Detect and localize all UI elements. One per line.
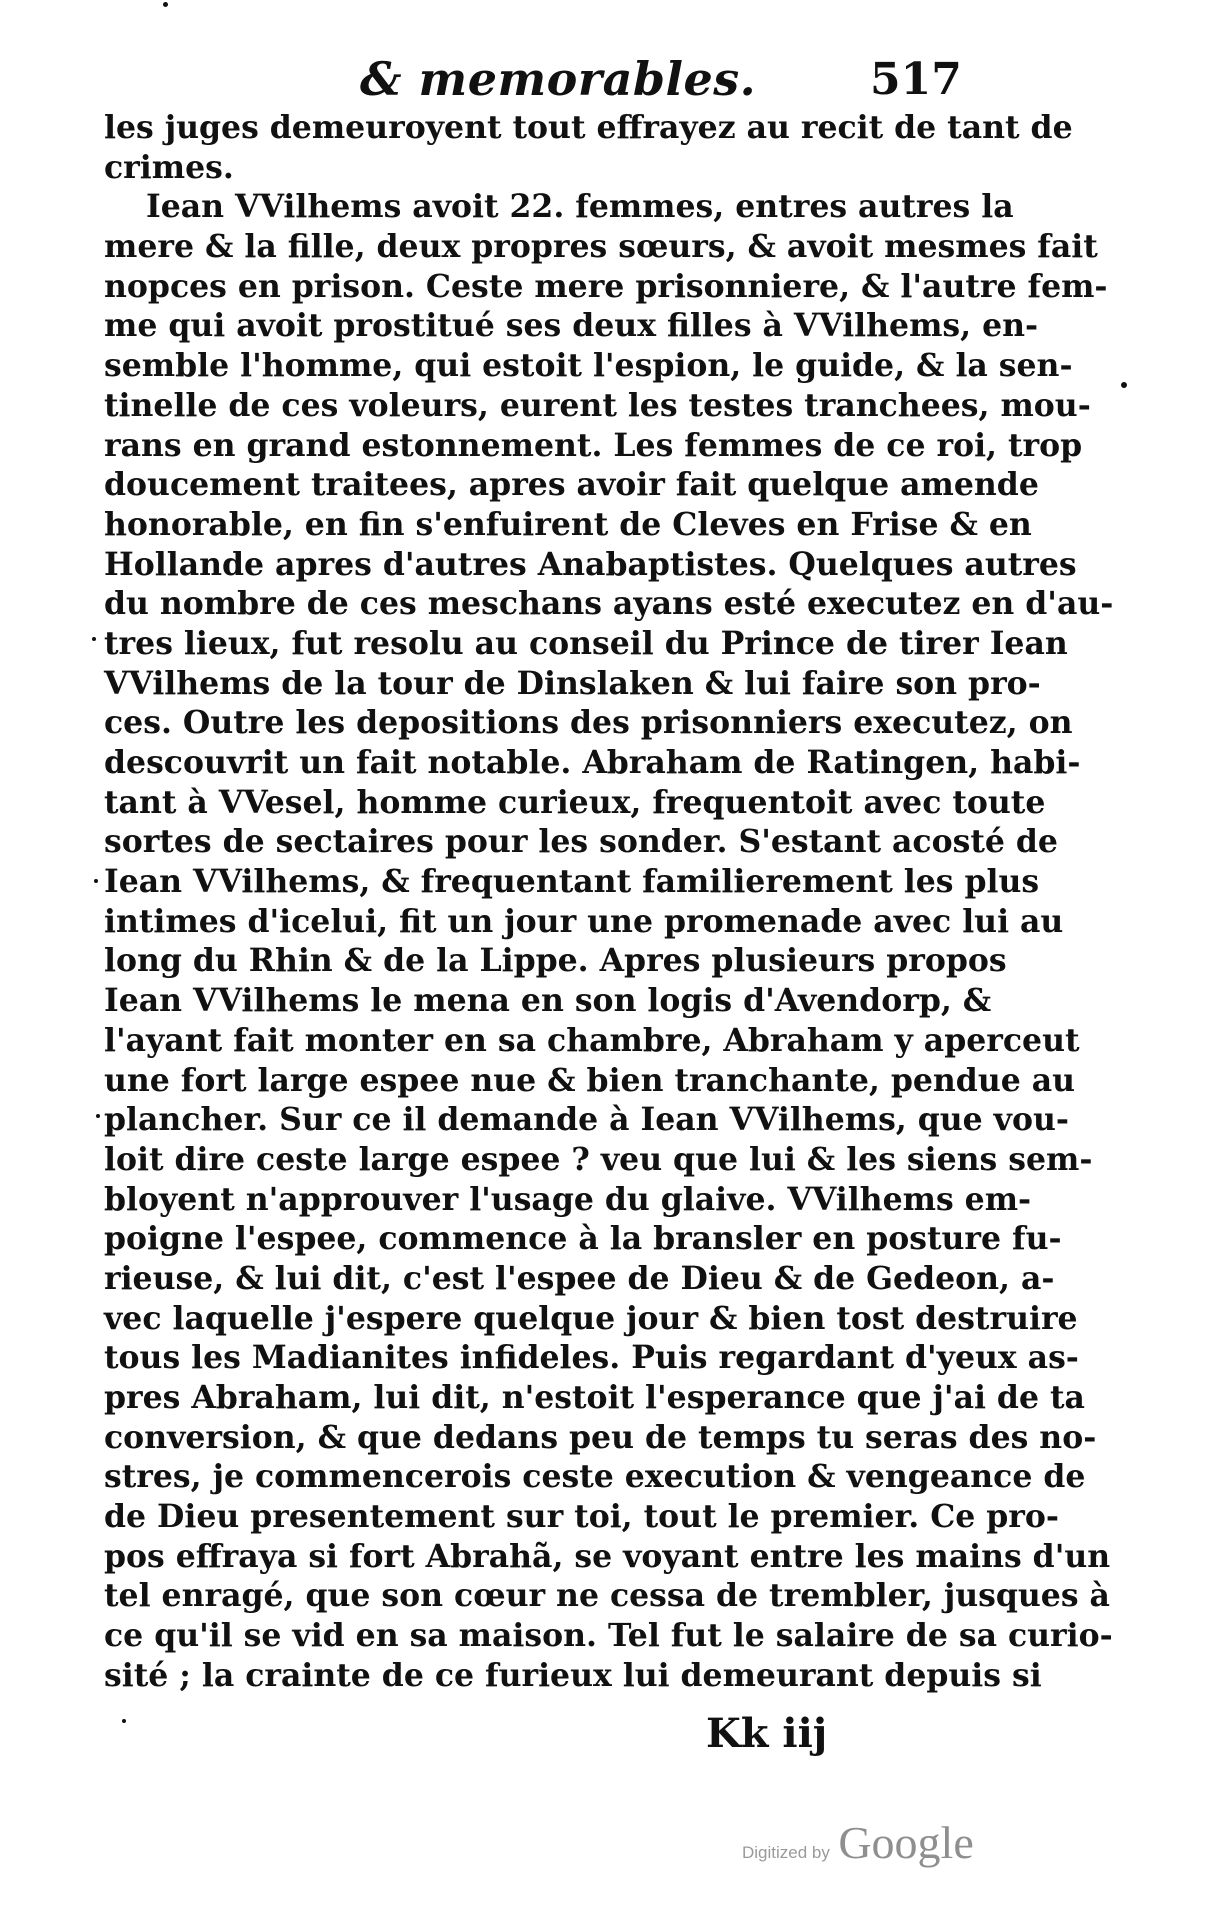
scan-speck: [92, 637, 96, 641]
text-line: plancher. Sur ce il demande à Iean VVilhems, que vou-: [104, 1101, 1069, 1139]
text-line: pres Abraham, lui dit, n'estoit l'esperance que j'ai de ta: [104, 1379, 1085, 1416]
scan-speck: [163, 2, 168, 7]
text-line: descouvrit un fait notable. Abraham de Ratingen, habi-: [104, 744, 1081, 781]
text-line: ces. Outre les depositions des prisonniers executez, on: [104, 704, 1073, 742]
text-line: Iean VVilhems avoit 22. femmes, entres autres la: [146, 188, 1014, 226]
text-line: Iean VVilhems, & frequentant familierement les plus: [104, 863, 1040, 901]
text-line: tant à VVesel, homme curieux, frequentoit avec toute: [104, 783, 1046, 821]
text-line: une fort large espee nue & bien tranchante, pendue au: [104, 1061, 1076, 1099]
scan-speck: [96, 1114, 100, 1118]
text-line: l'ayant fait monter en sa chambre, Abraham y aperceut: [104, 1021, 1080, 1059]
text-line: tel enragé, que son cœur ne cessa de trembler, jusques à: [104, 1577, 1110, 1615]
text-line: Hollande apres d'autres Anabaptistes. Quelques autres: [104, 545, 1077, 583]
text-line: rans en grand estonnement. Les femmes de ce roi, trop: [104, 426, 1083, 464]
signature-mark: Kk iij: [706, 1710, 828, 1757]
text-line: tinelle de ces voleurs, eurent les testes tranchees, mou-: [104, 386, 1091, 424]
text-line: sité ; la crainte de ce furieux lui demeurant depuis si: [104, 1656, 1042, 1694]
text-line: tres lieux, fut resolu au conseil du Prince de tirer Iean: [104, 624, 1068, 662]
text-line: poigne l'espee, commence à la bransler en posture fu-: [104, 1220, 1062, 1258]
text-line: rieuse, & lui dit, c'est l'espee de Dieu & de Gedeon, a-: [104, 1259, 1055, 1297]
running-head: & memorables.: [360, 52, 757, 106]
body-text: [104, 108, 1114, 1696]
watermark-prefix: Digitized by: [742, 1843, 830, 1862]
text-line: VVilhems de la tour de Dinslaken & lui faire son pro-: [104, 664, 1041, 702]
digitization-watermark: [742, 1816, 974, 1869]
text-line: sortes de sectaires pour les sonder. S'estant acosté de: [104, 823, 1058, 861]
scan-speck: [122, 1719, 126, 1723]
text-line: Iean VVilhems le mena en son logis d'Avendorp, &: [104, 982, 992, 1020]
text-line: nopces en prison. Ceste mere prisonniere, & l'autre fem-: [104, 267, 1108, 305]
text-line: honorable, en fin s'enfuirent de Cleves en Frise & en: [104, 505, 1032, 543]
text-line: doucement traitees, apres avoir fait quelque amende: [104, 466, 1039, 504]
text-line: conversion, & que dedans peu de temps tu seras des no-: [104, 1418, 1097, 1456]
text-line: pos effraya si fort Abrahã, se voyant entre les mains d'un: [104, 1537, 1111, 1575]
text-line: tous les Madianites infideles. Puis regardant d'yeux as-: [104, 1339, 1079, 1377]
text-line: intimes d'icelui, fit un jour une promenade avec lui au: [104, 902, 1064, 940]
scan-speck: [94, 879, 98, 883]
scan-speck: [1121, 382, 1127, 388]
page-number: 517: [870, 54, 962, 105]
text-line: long du Rhin & de la Lippe. Apres plusieurs propos: [104, 942, 1007, 980]
text-line: du nombre de ces meschans ayans esté executez en d'au-: [104, 585, 1114, 623]
text-line: bloyent n'approuver l'usage du glaive. VVilhems em-: [104, 1180, 1032, 1218]
text-line: semble l'homme, qui estoit l'espion, le guide, & la sen-: [104, 347, 1073, 385]
text-line: crimes.: [104, 148, 234, 186]
text-line: stres, je commencerois ceste execution & vengeance de: [104, 1458, 1086, 1496]
text-line: ce qu'il se vid en sa maison. Tel fut le salaire de sa curio-: [104, 1617, 1113, 1655]
text-line: mere & la fille, deux propres sœurs, & avoit mesmes fait: [104, 228, 1098, 266]
text-line: vec laquelle j'espere quelque jour & bien tost destruire: [104, 1299, 1078, 1337]
text-line: me qui avoit prostitué ses deux filles à VVilhems, en-: [104, 307, 1039, 345]
text-line: les juges demeuroyent tout effrayez au recit de tant de: [104, 109, 1073, 146]
text-line: loit dire ceste large espee ? veu que lui & les siens sem-: [104, 1140, 1093, 1178]
watermark-brand: Google: [838, 1817, 974, 1868]
text-line: de Dieu presentement sur toi, tout le premier. Ce pro-: [104, 1498, 1059, 1536]
